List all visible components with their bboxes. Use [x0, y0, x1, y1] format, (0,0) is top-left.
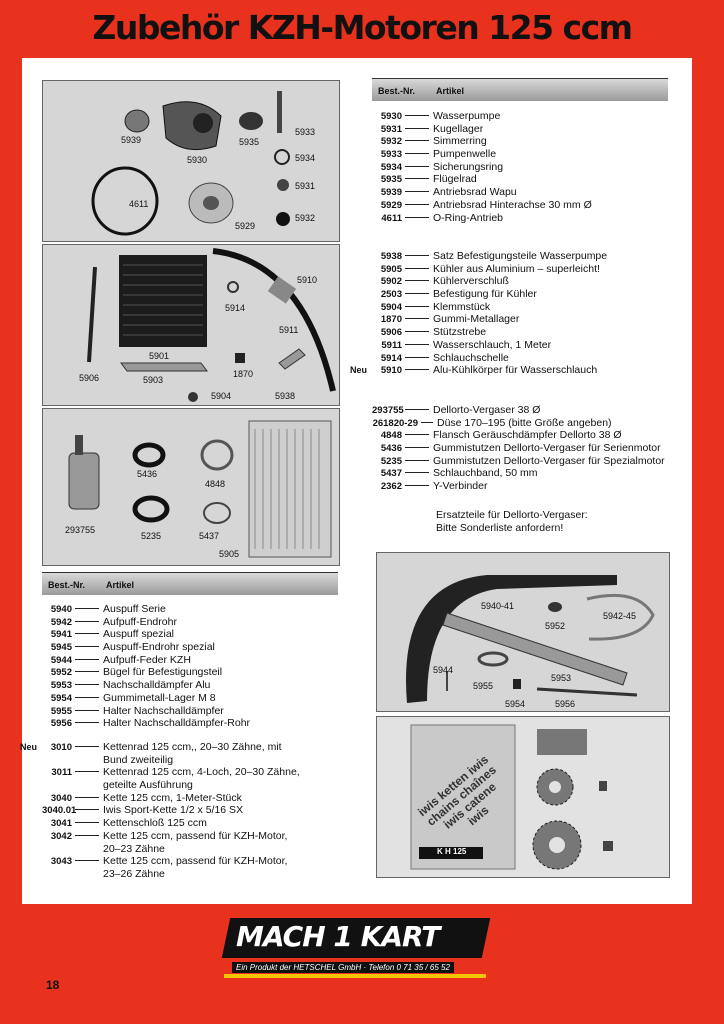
list-item: 5933 Pumpenwelle [380, 148, 497, 161]
col-header-nr: Best.-Nr. [48, 580, 86, 590]
table-header [372, 78, 668, 101]
photo-label: 4611 [129, 199, 149, 209]
list-item: 3041 Kettenschloß 125 ccm [50, 817, 207, 830]
col-header-artikel: Artikel [106, 580, 135, 590]
new-badge: Neu [350, 365, 368, 376]
list-item: 5941 Auspuff spezial [50, 628, 175, 641]
photo-label: 4848 [205, 479, 226, 489]
new-badge: Neu [20, 742, 38, 752]
list-item: 5952 Bügel für Befestigungsteil [50, 666, 223, 679]
photo-label: 5935 [239, 137, 260, 147]
list-item: Neu 3010 Kettenrad 125 ccm,, 20–30 Zähne, mit Bund zweiteilig [20, 741, 282, 766]
photo-label: 5940-41 [481, 601, 515, 611]
catalog-sheet [22, 58, 692, 904]
photo-label: 5932 [295, 213, 316, 223]
chain-box-text: iwis ketten iwis chains chaînes iwis catene iwis [415, 752, 499, 832]
list-item: 5930 Wasserpumpe [380, 110, 501, 122]
photo-label: 5952 [545, 621, 566, 631]
photo-label: 293755 [65, 525, 96, 535]
chain-box-label: K H 125 [437, 847, 467, 856]
list-chain [20, 741, 342, 881]
photo-label: 5938 [275, 391, 296, 401]
list-item: 3040.01 Iwis Sport-Kette 1/2 x 5/16 SX [42, 804, 244, 817]
list-item: 3042 Kette 125 ccm, passend für KZH-Motor, 20–23 Zähne [50, 829, 288, 855]
photo-label: 5953 [551, 673, 572, 683]
list-item: 5437 Schlauchband, 50 mm [380, 467, 538, 480]
col-header-artikel: Artikel [436, 86, 465, 96]
logo-tagline: Ein Produkt der HETSCHEL GmbH · Telefon 0 71 35 / 65 52 [232, 962, 454, 973]
photo-label: 5956 [555, 699, 576, 709]
photo-label: 5437 [199, 531, 220, 541]
list-item: 5904 Klemmstück [380, 300, 491, 313]
list-item: 5944 Aufpuff-Feder KZH [50, 653, 191, 666]
list-item: 3040 Kette 125 ccm, 1-Meter-Stück [50, 791, 242, 804]
photo-label: 5911 [279, 325, 299, 335]
exhaust-parts-illustration [377, 553, 669, 711]
brand-logo [222, 914, 502, 984]
list-item: 5905 Kühler aus Aluminium – superleicht! [380, 262, 600, 275]
list-item: 5934 Sicherungsring [380, 160, 504, 173]
list-item: 5932 Simmerring [380, 135, 487, 148]
photo-label: 5942-45 [603, 611, 637, 621]
list-water-pump [372, 110, 672, 224]
list-item: 5902 Kühlerverschluß [380, 275, 509, 288]
photo-label: 5910 [297, 275, 318, 285]
list-item: 5906 Stützstrebe [380, 326, 487, 339]
list-item: 2362 Y-Verbinder [380, 480, 488, 493]
list-item: 5939 Antriebsrad Wapu [380, 186, 517, 199]
chain-parts-illustration [377, 717, 669, 877]
photo-label: 5955 [473, 681, 494, 691]
list-item: 5956 Halter Nachschalldämpfer-Rohr [50, 717, 251, 730]
list-item: 5945 Auspuff-Endrohr spezial [50, 641, 215, 654]
page-title: Zubehör KZH-Motoren 125 ccm [92, 8, 632, 47]
list-item: 5955 Halter Nachschalldämpfer [50, 704, 224, 717]
logo-stripe [224, 974, 486, 978]
photo-label: 5901 [149, 351, 170, 361]
photo-label: 5235 [141, 531, 162, 541]
photo-water-pump [42, 80, 340, 242]
photo-label: 1870 [233, 369, 254, 379]
photo-label: 5931 [295, 181, 316, 191]
list-item: 1870 Gummi-Metallager [380, 313, 520, 326]
list-carburetor [372, 404, 672, 493]
photo-label: 5906 [79, 373, 100, 383]
list-cooler [350, 250, 672, 377]
photo-label: 5930 [187, 155, 208, 165]
list-item: 5235 Gummistutzen Dellorto-Vergaser für Spezialmotor [380, 454, 665, 467]
list-item: 5935 Flügelrad [380, 173, 477, 186]
photo-label: 5929 [235, 221, 256, 231]
photo-exhaust [376, 552, 670, 712]
list-item: 3011 Kettenrad 125 ccm, 4-Loch, 20–30 Zähne, geteilte Ausführung [51, 766, 300, 792]
photo-label: 5939 [121, 135, 142, 145]
photo-label: 5903 [143, 375, 164, 385]
list-item: 5942 Aufpuff-Endrohr [50, 615, 177, 628]
list-item: 5914 Schlauchschelle [380, 351, 509, 364]
list-item: 3043 Kette 125 ccm, passend für KZH-Motor, 23–26 Zähne [50, 855, 288, 880]
list-item: 2503 Befestigung für Kühler [380, 288, 537, 301]
carburetor-parts-illustration [43, 409, 339, 565]
list-item: 4611 O-Ring-Antrieb [381, 211, 504, 224]
photo-label: 5944 [433, 665, 454, 675]
list-item: 5938 Satz Befestigungsteile Wasserpumpe [380, 250, 608, 262]
table-header [42, 572, 338, 595]
photo-label: 5904 [211, 391, 232, 401]
photo-label: 5436 [137, 469, 158, 479]
list-item: Neu 5910 Alu-Kühlkörper für Wasserschlauch [350, 364, 598, 377]
list-item: 5929 Antriebsrad Hinterachse 30 mm Ø [380, 198, 592, 211]
photo-label: 5914 [225, 303, 246, 313]
col-header-nr: Best.-Nr. [378, 86, 416, 96]
list-item: 5911 Wasserschlauch, 1 Meter [381, 338, 552, 351]
list-item: 261820-29 Düse 170–195 (bitte Größe angeben) [372, 416, 612, 429]
photo-label: 5933 [295, 127, 316, 137]
list-item: 5953 Nachschalldämpfer Alu [50, 679, 211, 692]
page-number: 18 [46, 978, 60, 992]
list-item: 4848 Flansch Geräuschdämpfer Dellorto 38 Ø [380, 429, 622, 442]
list-item: 5931 Kugellager [380, 122, 484, 135]
photo-carburetor [42, 408, 340, 566]
list-item: 5940 Auspuff Serie [50, 603, 166, 615]
list-exhaust [42, 603, 342, 730]
photo-cooler [42, 244, 340, 406]
logo-wordmark: MACH 1 KART [236, 920, 440, 953]
photo-label: 5905 [219, 549, 240, 559]
list-item: 293755 Dellorto-Vergaser 38 Ø [372, 404, 541, 416]
photo-label: 5934 [295, 153, 316, 163]
photo-label: 5954 [505, 699, 526, 709]
list-item: 5954 Gummimetall-Lager M 8 [50, 691, 216, 704]
carburetor-note: Ersatzteile für Dellorto-Vergaser: Bitte Sonderliste anfordern! [436, 509, 588, 534]
photo-chains [376, 716, 670, 878]
list-item: 5436 Gummistutzen Dellorto-Vergaser für Serienmotor [380, 442, 661, 455]
